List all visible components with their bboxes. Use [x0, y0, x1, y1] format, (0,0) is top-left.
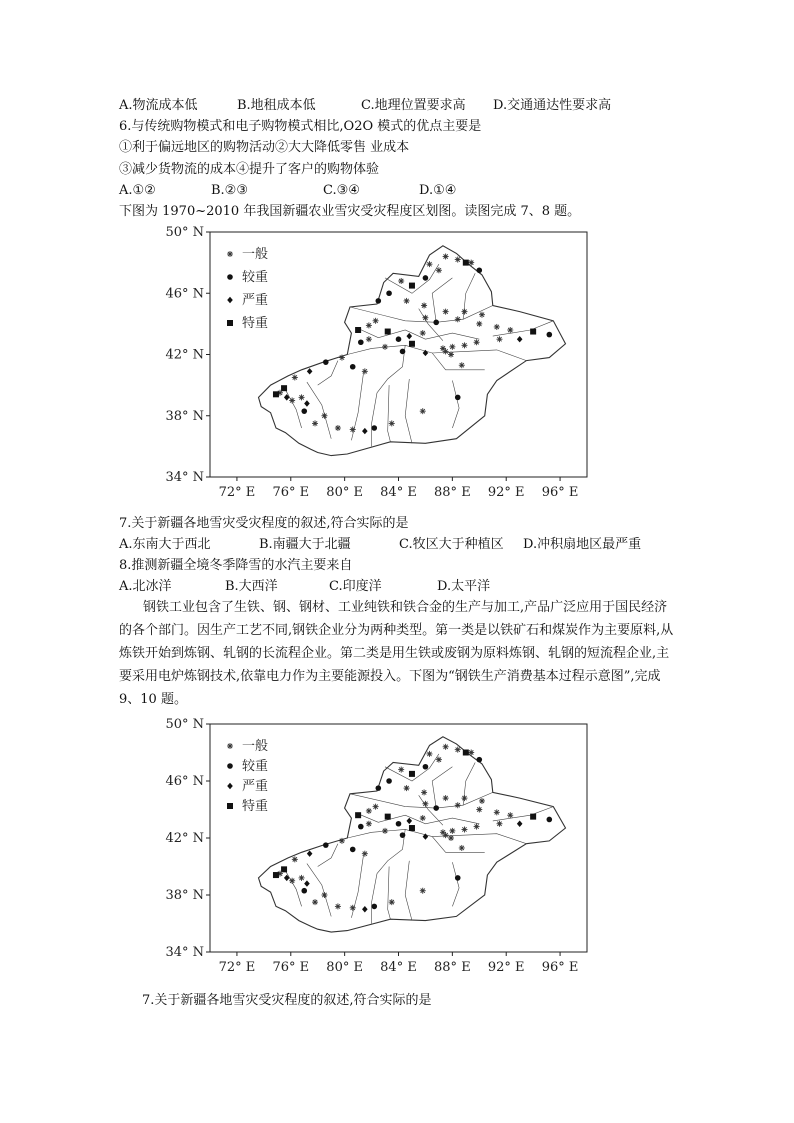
legend-label: 一般	[242, 739, 269, 754]
xinjiang-snow-disaster-map-repeat	[165, 712, 595, 982]
steel-paragraph: 钢铁工业包含了生铁、钢、钢材、工业纯铁和铁合金的生产与加工,产品广泛应用于国民经济的各个部门。因生产工艺不同,钢铁企业分为两种类型。第一类是以铁矿石和煤炭作为主要原料,从炼铁开始到炼钢、轧钢的长流程企业。第二类是用生铁或废钢为原料炼钢、轧钢的短流程企业,主要采用电炉炼钢技术,依靠电力作为主要能源投入。下图为“钢铁生产消费基本过程示意图”,完成 9、10 题。	[119, 600, 674, 707]
legend-label: 特重	[242, 799, 269, 814]
station-marker-general	[335, 425, 341, 431]
legend-marker-general	[227, 743, 233, 749]
station-marker-general	[299, 875, 305, 881]
station-marker-extreme	[273, 872, 279, 878]
station-marker-general	[422, 315, 428, 321]
station-marker-general	[366, 808, 372, 814]
legend-marker-extreme	[227, 803, 233, 809]
lon-tick-label: 96° E	[541, 960, 579, 975]
station-marker-general	[479, 312, 485, 318]
station-marker-general	[350, 427, 356, 433]
station-marker-heavy	[476, 267, 482, 273]
q6-item-line2: ③减少货物流的成本④提升了客户的购物体验	[119, 162, 380, 177]
station-marker-extreme	[385, 329, 391, 335]
station-marker-heavy	[371, 904, 377, 910]
station-marker-general	[420, 330, 426, 336]
station-marker-general	[496, 821, 502, 827]
station-marker-general	[398, 278, 404, 284]
legend-marker-heavy	[227, 763, 233, 769]
station-marker-general	[507, 812, 513, 818]
station-marker-extreme	[463, 750, 469, 756]
station-marker-extreme	[530, 329, 536, 335]
station-marker-general	[421, 789, 427, 795]
lon-tick-label: 84° E	[380, 960, 417, 975]
lat-tick-label: 34° N	[165, 945, 204, 960]
q6-option-b: B.②③	[211, 183, 248, 198]
station-marker-general	[426, 261, 432, 267]
lat-tick-label: 34° N	[165, 470, 204, 485]
station-marker-heavy	[455, 875, 461, 881]
station-marker-heavy	[350, 364, 356, 370]
station-marker-extreme	[463, 260, 469, 266]
station-marker-heavy	[455, 395, 461, 401]
q7-stem: 7.关于新疆各地雪灾受灾程度的叙述,符合实际的是	[119, 516, 409, 531]
lon-tick-label: 96° E	[541, 485, 579, 500]
map-figure-2	[165, 712, 595, 982]
q6-stem: 6.与传统购物模式和电子购物模式相比,O2O 模式的优点主要是	[119, 119, 482, 134]
station-marker-extreme	[409, 825, 415, 831]
station-marker-heavy	[386, 290, 392, 296]
station-marker-general	[468, 260, 474, 266]
station-marker-heavy	[323, 359, 329, 365]
station-marker-general	[455, 747, 461, 753]
q5-option-a: A.物流成本低	[119, 98, 198, 113]
station-marker-general	[289, 397, 295, 403]
station-marker-general	[421, 303, 427, 309]
station-marker-general	[373, 804, 379, 810]
station-marker-heavy	[301, 888, 307, 894]
station-marker-heavy	[301, 408, 307, 414]
q5-options	[119, 98, 611, 114]
station-marker-heavy	[433, 805, 439, 811]
station-marker-general	[448, 835, 454, 841]
station-marker-general	[362, 368, 368, 374]
lon-tick-label: 88° E	[434, 960, 471, 975]
lat-tick-label: 38° N	[165, 408, 204, 424]
station-marker-general	[461, 795, 467, 801]
q5-option-c: C.地理位置要求高	[361, 98, 466, 113]
lat-tick-label: 50° N	[165, 717, 204, 732]
station-marker-general	[455, 257, 461, 263]
station-marker-general	[312, 899, 318, 905]
station-marker-general	[422, 801, 428, 807]
station-marker-heavy	[396, 821, 402, 827]
map-figure-1	[165, 222, 595, 507]
station-marker-general	[468, 750, 474, 756]
lon-tick-label: 92° E	[487, 485, 525, 500]
lat-tick-label: 42° N	[165, 347, 204, 363]
legend-label: 严重	[242, 293, 269, 308]
q7-repeat-stem: 7.关于新疆各地雪灾受灾程度的叙述,符合实际的是	[142, 993, 432, 1008]
station-marker-general	[449, 828, 455, 834]
station-marker-extreme	[409, 771, 415, 777]
q8-option-a: A.北冰洋	[119, 579, 172, 594]
q7-option-d: D.冲积扇地区最严重	[523, 537, 642, 552]
station-marker-general	[436, 267, 442, 273]
station-marker-general	[440, 829, 446, 835]
station-marker-heavy	[386, 778, 392, 784]
station-marker-general	[366, 336, 372, 342]
station-marker-extreme	[273, 391, 279, 397]
q6-options	[119, 183, 456, 199]
station-marker-general	[461, 826, 467, 832]
station-marker-general	[474, 339, 480, 345]
station-marker-general	[420, 815, 426, 821]
station-marker-general	[426, 751, 432, 757]
lon-tick-label: 72° E	[218, 485, 256, 500]
station-marker-general	[476, 807, 482, 813]
station-marker-heavy	[358, 824, 364, 830]
station-marker-general	[350, 905, 356, 911]
station-marker-general	[321, 413, 327, 419]
station-marker-general	[292, 374, 298, 380]
station-marker-heavy	[396, 336, 402, 342]
lon-tick-label: 92° E	[487, 960, 525, 975]
station-marker-heavy	[547, 332, 553, 338]
station-marker-general	[443, 254, 449, 260]
station-marker-general	[389, 899, 395, 905]
station-marker-general	[404, 785, 410, 791]
station-marker-general	[443, 309, 449, 315]
q6-option-d: D.①④	[419, 183, 457, 198]
q5-option-d: D.交通通达性要求高	[493, 98, 612, 113]
station-marker-general	[507, 327, 513, 333]
legend-label: 特重	[242, 316, 269, 331]
lon-tick-label: 80° E	[326, 960, 363, 975]
station-marker-general	[459, 845, 465, 851]
station-marker-general	[461, 309, 467, 315]
q8-option-b: B.大西洋	[225, 579, 278, 594]
station-marker-extreme	[355, 812, 361, 818]
station-marker-heavy	[358, 339, 364, 345]
q5-option-b: B.地租成本低	[237, 98, 316, 113]
station-marker-heavy	[433, 320, 439, 326]
q8-option-c: C.印度洋	[329, 579, 382, 594]
station-marker-general	[321, 892, 327, 898]
q6-option-a: A.①②	[119, 183, 156, 198]
intro-q7-q8: 下图为 1970~2010 年我国新疆农业雪灾受灾程度区划图。读图完成 7、8 题。	[119, 204, 581, 219]
lon-tick-label: 72° E	[218, 960, 256, 975]
q8-options	[119, 579, 490, 595]
station-marker-general	[496, 336, 502, 342]
station-marker-general	[373, 318, 379, 324]
q7-option-a: A.东南大于西北	[119, 537, 211, 552]
station-marker-extreme	[409, 341, 415, 347]
station-marker-general	[420, 408, 426, 414]
station-marker-general	[448, 352, 454, 358]
station-marker-general	[382, 828, 388, 834]
station-marker-general	[362, 851, 368, 857]
station-marker-general	[312, 420, 318, 426]
station-marker-general	[389, 420, 395, 426]
map-frame	[210, 232, 587, 477]
lat-tick-label: 42° N	[165, 831, 204, 846]
station-marker-heavy	[476, 757, 482, 763]
xinjiang-snow-disaster-map	[165, 222, 595, 507]
lon-tick-label: 80° E	[326, 485, 363, 500]
station-marker-general	[494, 809, 500, 815]
station-marker-heavy	[376, 298, 382, 304]
legend-marker-heavy	[227, 274, 233, 280]
station-marker-general	[440, 345, 446, 351]
station-marker-extreme	[355, 327, 361, 333]
lat-tick-label: 50° N	[165, 225, 204, 240]
q7-option-c: C.牧区大于种植区	[399, 537, 504, 552]
station-marker-general	[339, 355, 345, 361]
station-marker-general	[443, 744, 449, 750]
lon-tick-label: 84° E	[380, 485, 417, 500]
station-marker-general	[474, 824, 480, 830]
station-marker-general	[443, 795, 449, 801]
lat-tick-label: 46° N	[165, 286, 204, 302]
station-marker-general	[494, 324, 500, 330]
station-marker-heavy	[400, 832, 406, 838]
legend-label: 一般	[242, 247, 269, 262]
station-marker-general	[366, 322, 372, 328]
lat-tick-label: 38° N	[165, 888, 204, 903]
station-marker-general	[339, 838, 345, 844]
station-marker-general	[459, 362, 465, 368]
q7-options	[119, 537, 641, 553]
station-marker-general	[436, 757, 442, 763]
q8-stem: 8.推测新疆全境冬季降雪的水汽主要来自	[119, 558, 353, 573]
station-marker-general	[335, 903, 341, 909]
station-marker-heavy	[376, 785, 382, 791]
legend-marker-extreme	[227, 320, 233, 326]
station-marker-heavy	[400, 349, 406, 355]
station-marker-extreme	[409, 283, 415, 289]
station-marker-heavy	[423, 275, 429, 281]
legend-label: 严重	[242, 779, 269, 794]
station-marker-heavy	[371, 425, 377, 431]
station-marker-general	[289, 878, 295, 884]
q7-option-b: B.南疆大于北疆	[259, 537, 351, 552]
station-marker-extreme	[281, 385, 287, 391]
station-marker-extreme	[385, 814, 391, 820]
station-marker-heavy	[423, 764, 429, 770]
station-marker-heavy	[350, 847, 356, 853]
station-marker-general	[449, 344, 455, 350]
station-marker-extreme	[530, 814, 536, 820]
lon-tick-label: 76° E	[272, 485, 310, 500]
station-marker-general	[455, 802, 461, 808]
station-marker-general	[292, 856, 298, 862]
station-marker-general	[420, 888, 426, 894]
q6-option-c: C.③④	[323, 183, 360, 198]
station-marker-general	[476, 321, 482, 327]
legend-label: 较重	[242, 759, 269, 774]
station-marker-general	[366, 821, 372, 827]
station-marker-general	[404, 298, 410, 304]
q6-item-line1: ①利于偏远地区的购物活动②大大降低零售 业成本	[119, 140, 410, 155]
station-marker-general	[461, 342, 467, 348]
station-marker-general	[299, 394, 305, 400]
station-marker-general	[479, 798, 485, 804]
legend-label: 较重	[242, 270, 269, 285]
lon-tick-label: 88° E	[434, 485, 471, 500]
legend-marker-general	[227, 251, 233, 257]
station-marker-general	[382, 344, 388, 350]
station-marker-heavy	[323, 842, 329, 848]
lon-tick-label: 76° E	[272, 960, 310, 975]
lat-tick-label: 46° N	[165, 774, 204, 789]
station-marker-general	[455, 316, 461, 322]
q8-option-d: D.太平洋	[437, 579, 491, 594]
station-marker-general	[398, 767, 404, 773]
station-marker-heavy	[547, 817, 553, 823]
